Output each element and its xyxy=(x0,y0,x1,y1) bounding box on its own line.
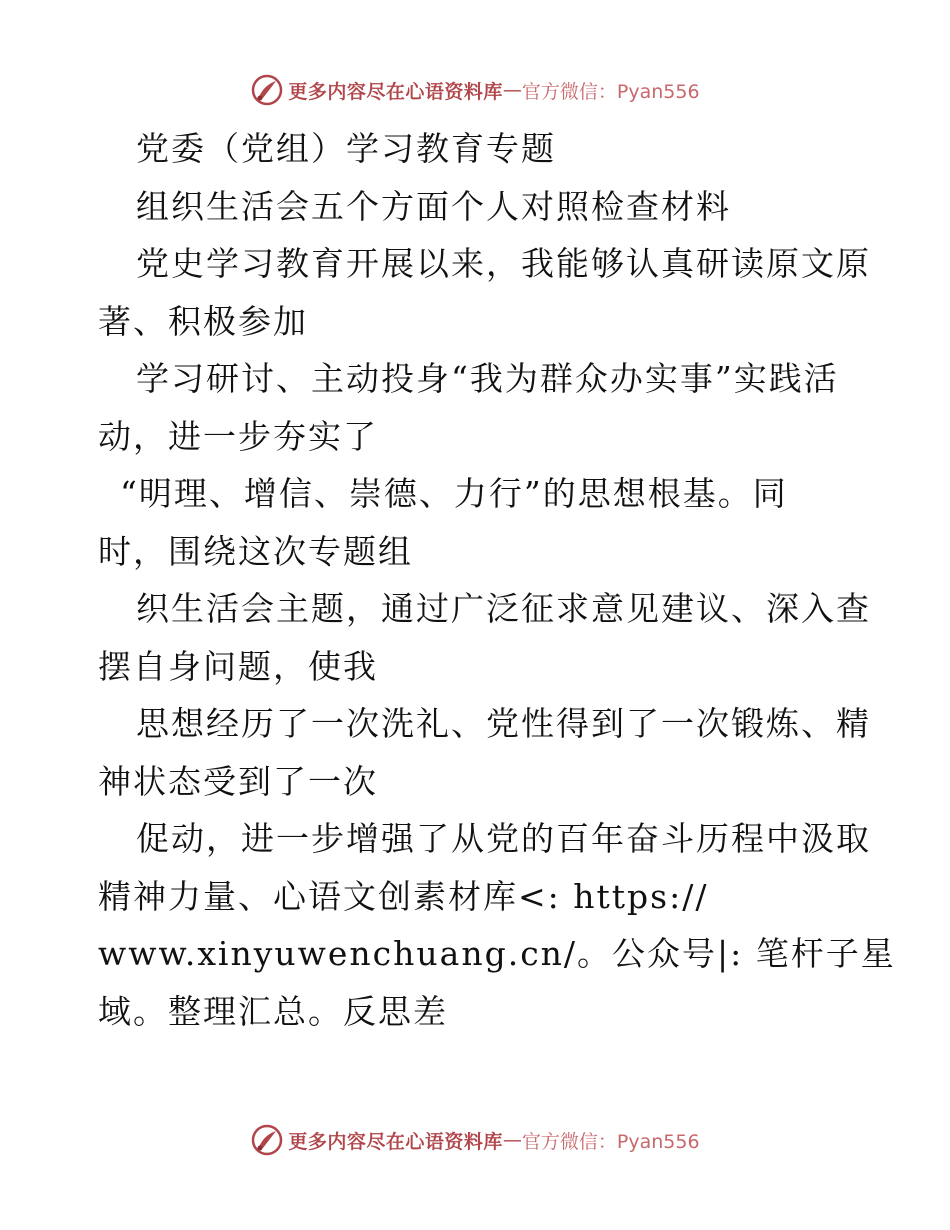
doc-title-line-2: 组织生活会五个方面个人对照检查材料 xyxy=(136,186,731,226)
paragraph-line: 时，围绕这次专题组 xyxy=(98,531,413,571)
paragraph-line: 党史学习教育开展以来，我能够认真研读原文原 xyxy=(136,244,871,283)
paragraph-line: 精神力量、心语文创素材库<: https:// xyxy=(98,876,709,916)
banner-main-text: 更多内容尽在心语资料库 xyxy=(288,80,503,103)
paragraph-line: 域。整理汇总。反思差 xyxy=(98,991,448,1031)
paragraph-line: 织生活会主题，通过广泛征求意见建议、深入查 xyxy=(136,589,871,628)
footer-banner xyxy=(0,1120,950,1160)
paragraph-line: 摆自身问题，使我 xyxy=(98,646,378,686)
banner-separator: — xyxy=(502,79,522,101)
paragraph-line: 学习研讨、主动投身“我为群众办实事”实践活 xyxy=(136,359,839,398)
doc-title-line-1: 党委（党组）学习教育专题 xyxy=(136,129,556,168)
paragraph-line: 促动，进一步增强了从党的百年奋斗历程中汲取 xyxy=(136,819,871,858)
document-body xyxy=(98,120,896,1040)
banner-wechat-text: 官方微信：Pyan556 xyxy=(521,1130,700,1153)
paragraph-line: 著、积极参加 xyxy=(98,301,308,341)
brush-logo-icon xyxy=(250,1123,284,1157)
paragraph-line: 动，进一步夯实了 xyxy=(98,416,378,456)
banner-wechat-text: 官方微信：Pyan556 xyxy=(521,80,700,103)
banner-main-text: 更多内容尽在心语资料库 xyxy=(288,1130,503,1153)
banner-separator: — xyxy=(502,1129,522,1151)
paragraph-line: “明理、增信、崇德、力行”的思想根基。同 xyxy=(120,474,788,513)
paragraph-line: www.xinyuwenchuang.cn/。公众号|: 笔杆子星 xyxy=(98,934,896,973)
paragraph-line: 思想经历了一次洗礼、党性得到了一次锻炼、精 xyxy=(136,704,871,743)
header-banner xyxy=(0,70,950,110)
paragraph-line: 神状态受到了一次 xyxy=(98,761,378,801)
brush-logo-icon xyxy=(250,73,284,107)
